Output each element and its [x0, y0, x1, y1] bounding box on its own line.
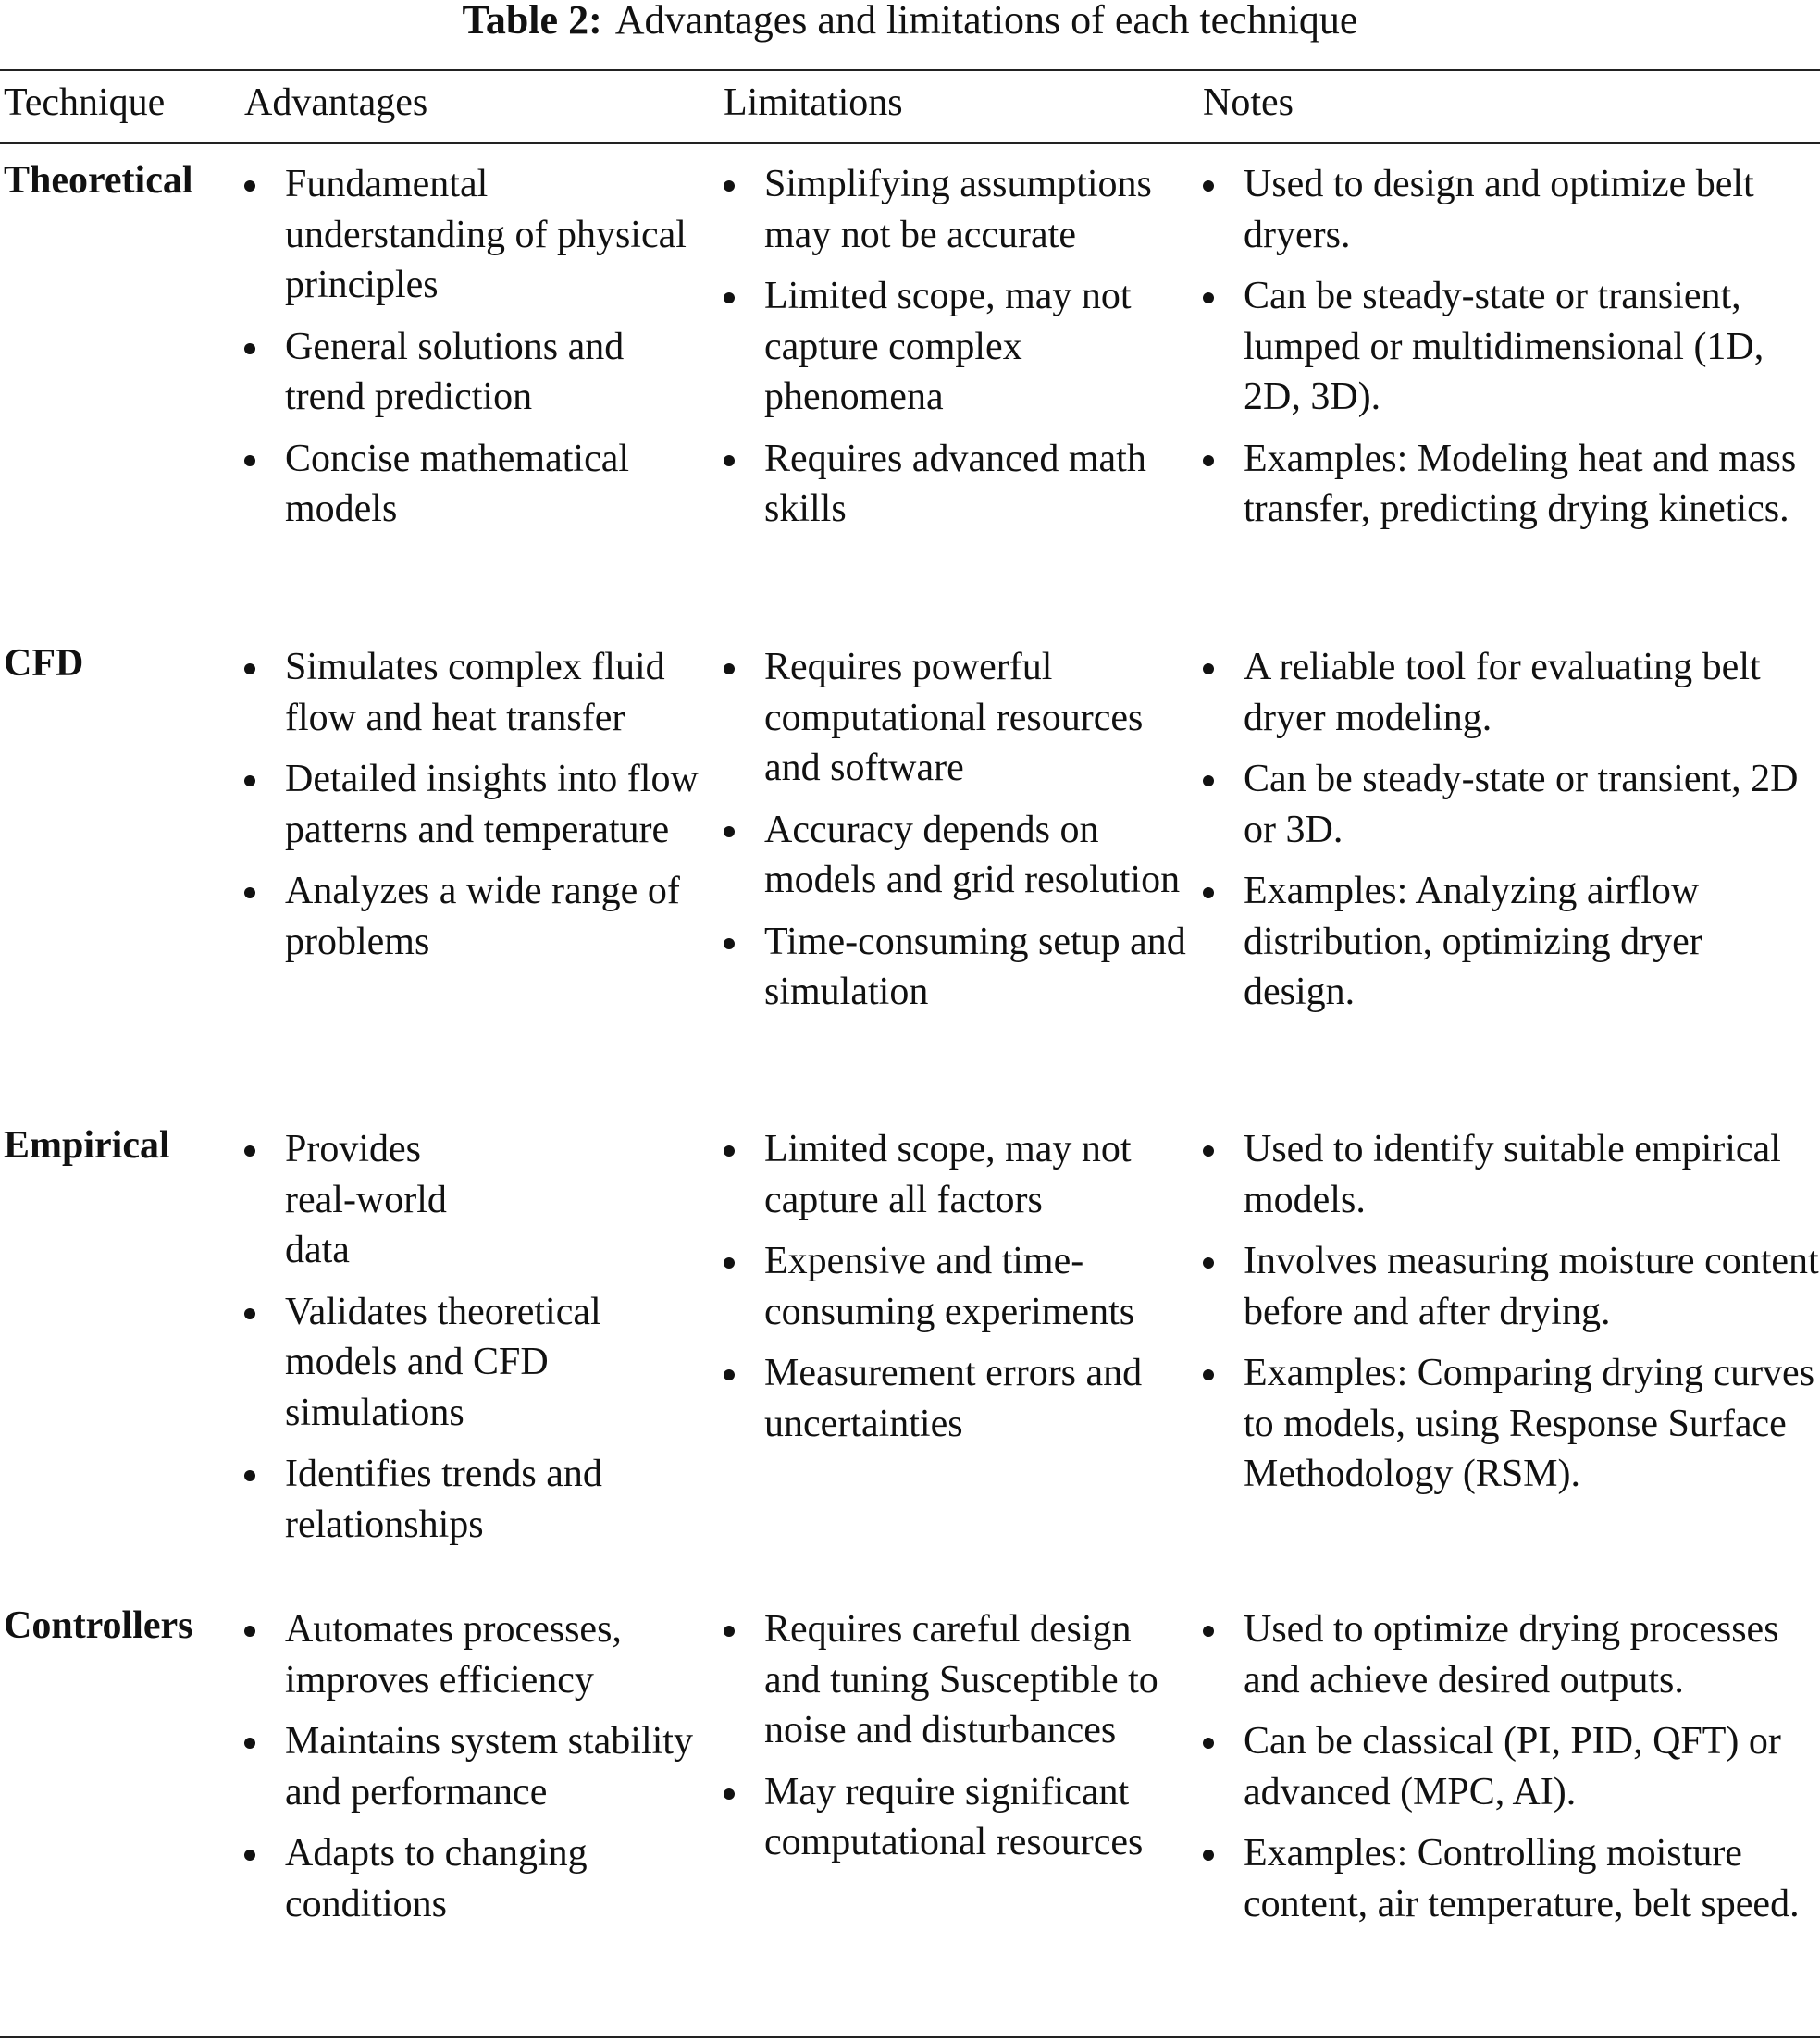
- advantages-cell: [244, 1604, 707, 1940]
- list-item: Limited scope, may not capture all factors: [724, 1124, 1186, 1225]
- bullet-icon: [1203, 1145, 1214, 1157]
- list-item: Used to design and optimize belt dryers.: [1203, 159, 1820, 260]
- list-item: Time-consuming setup and simulation: [724, 917, 1186, 1018]
- bullet-icon: [1203, 292, 1214, 303]
- bullet-icon: [244, 1470, 255, 1481]
- bullet-icon: [244, 180, 255, 192]
- table-caption-label: Table 2:: [462, 0, 602, 43]
- list-item: May require significant computational resources: [724, 1767, 1186, 1868]
- bullet-icon: [724, 1788, 735, 1800]
- list-item: Concise mathematical models: [244, 434, 707, 535]
- limitations-cell: [724, 1124, 1186, 1460]
- list-item: A reliable tool for evaluating belt dryer modeling.: [1203, 642, 1820, 743]
- list-item: Measurement errors and uncertainties: [724, 1348, 1186, 1449]
- list-item: Can be steady-state or transient, lumped or multidimensional (1D, 2D, 3D).: [1203, 271, 1820, 423]
- bullet-icon: [724, 292, 735, 303]
- bullet-icon: [1203, 180, 1214, 192]
- bullet-icon: [1203, 1257, 1214, 1269]
- list-item: Examples: Modeling heat and mass transfer, predicting drying kinetics.: [1203, 434, 1820, 535]
- list-item: Provides real-world data: [244, 1124, 707, 1276]
- list-item: Expensive and time-consuming experiments: [724, 1236, 1186, 1337]
- bullet-icon: [244, 887, 255, 898]
- technique-cell: Empirical: [4, 1124, 170, 1167]
- bullet-icon: [1203, 1850, 1214, 1861]
- list-item: General solutions and trend prediction: [244, 322, 707, 423]
- header-limitations: Limitations: [724, 81, 903, 124]
- advantages-cell: [244, 1124, 707, 1561]
- bullet-icon: [244, 1626, 255, 1637]
- technique-cell: Controllers: [4, 1604, 193, 1647]
- list-item: Requires powerful computational resources and software: [724, 642, 1186, 794]
- bullet-icon: [244, 343, 255, 354]
- bullet-icon: [244, 663, 255, 674]
- bullet-icon: [244, 1850, 255, 1861]
- bullet-icon: [1203, 775, 1214, 786]
- notes-cell: [1203, 159, 1820, 546]
- bullet-icon: [1203, 887, 1214, 898]
- list-item: Simplifying assumptions may not be accurate: [724, 159, 1186, 260]
- list-item: Used to optimize drying processes and achieve desired outputs.: [1203, 1604, 1820, 1705]
- notes-cell: [1203, 1604, 1820, 1940]
- list-item: Identifies trends and relationships: [244, 1449, 707, 1550]
- bullet-icon: [1203, 455, 1214, 466]
- bullet-icon: [244, 1308, 255, 1319]
- bullet-icon: [724, 1145, 735, 1157]
- limitations-cell: [724, 642, 1186, 1029]
- bullet-icon: [1203, 663, 1214, 674]
- list-item: Analyzes a wide range of problems: [244, 866, 707, 967]
- notes-cell: [1203, 1124, 1820, 1511]
- bullet-icon: [724, 180, 735, 192]
- list-item: Automates processes, improves efficiency: [244, 1604, 707, 1705]
- header-advantages: Advantages: [244, 81, 428, 124]
- table-header-row: [0, 81, 1820, 128]
- bullet-icon: [724, 1257, 735, 1269]
- notes-cell: [1203, 642, 1820, 1029]
- bullet-icon: [244, 1738, 255, 1749]
- bullet-icon: [244, 775, 255, 786]
- bullet-icon: [1203, 1626, 1214, 1637]
- bullet-icon: [724, 1369, 735, 1380]
- list-item: Accuracy depends on models and grid resolution: [724, 805, 1186, 906]
- list-item: Detailed insights into flow patterns and temperature: [244, 754, 707, 855]
- table-header-rule: [0, 142, 1820, 144]
- advantages-cell: [244, 159, 707, 546]
- list-item: Examples: Controlling moisture content, air temperature, belt speed.: [1203, 1828, 1820, 1929]
- list-item: Used to identify suitable empirical models.: [1203, 1124, 1820, 1225]
- limitations-cell: [724, 1604, 1186, 1879]
- header-technique: Technique: [4, 81, 166, 124]
- bullet-icon: [244, 1145, 255, 1157]
- list-item: Can be classical (PI, PID, QFT) or advanced (MPC, AI).: [1203, 1716, 1820, 1817]
- list-item: Fundamental understanding of physical principles: [244, 159, 707, 311]
- technique-cell: CFD: [4, 642, 84, 685]
- bullet-icon: [724, 826, 735, 837]
- table-top-rule: [0, 69, 1820, 71]
- list-item: Can be steady-state or transient, 2D or 3D.: [1203, 754, 1820, 855]
- bullet-icon: [724, 663, 735, 674]
- list-item: Examples: Comparing drying curves to models, using Response Surface Methodology (RSM).: [1203, 1348, 1820, 1500]
- header-notes: Notes: [1203, 81, 1294, 124]
- list-item: Examples: Analyzing airflow distribution, optimizing dryer design.: [1203, 866, 1820, 1018]
- bullet-icon: [244, 455, 255, 466]
- list-item: Validates theoretical models and CFD simulations: [244, 1287, 707, 1439]
- table-bottom-rule: [0, 2036, 1820, 2038]
- list-item: Maintains system stability and performance: [244, 1716, 707, 1817]
- list-item: Requires careful design and tuning Susceptible to noise and disturbances: [724, 1604, 1186, 1756]
- list-item: Requires advanced math skills: [724, 434, 1186, 535]
- list-item: Simulates complex fluid flow and heat transfer: [244, 642, 707, 743]
- table-caption: [0, 0, 1820, 41]
- bullet-icon: [724, 1626, 735, 1637]
- table-caption-text: Advantages and limitations of each technique: [614, 0, 1358, 43]
- bullet-icon: [1203, 1369, 1214, 1380]
- list-item: Adapts to changing conditions: [244, 1828, 707, 1929]
- list-item: Limited scope, may not capture complex phenomena: [724, 271, 1186, 423]
- limitations-cell: [724, 159, 1186, 546]
- technique-cell: Theoretical: [4, 159, 193, 202]
- bullet-icon: [724, 455, 735, 466]
- list-item: Involves measuring moisture content before and after drying.: [1203, 1236, 1820, 1337]
- advantages-cell: [244, 642, 707, 978]
- bullet-icon: [724, 938, 735, 949]
- bullet-icon: [1203, 1738, 1214, 1749]
